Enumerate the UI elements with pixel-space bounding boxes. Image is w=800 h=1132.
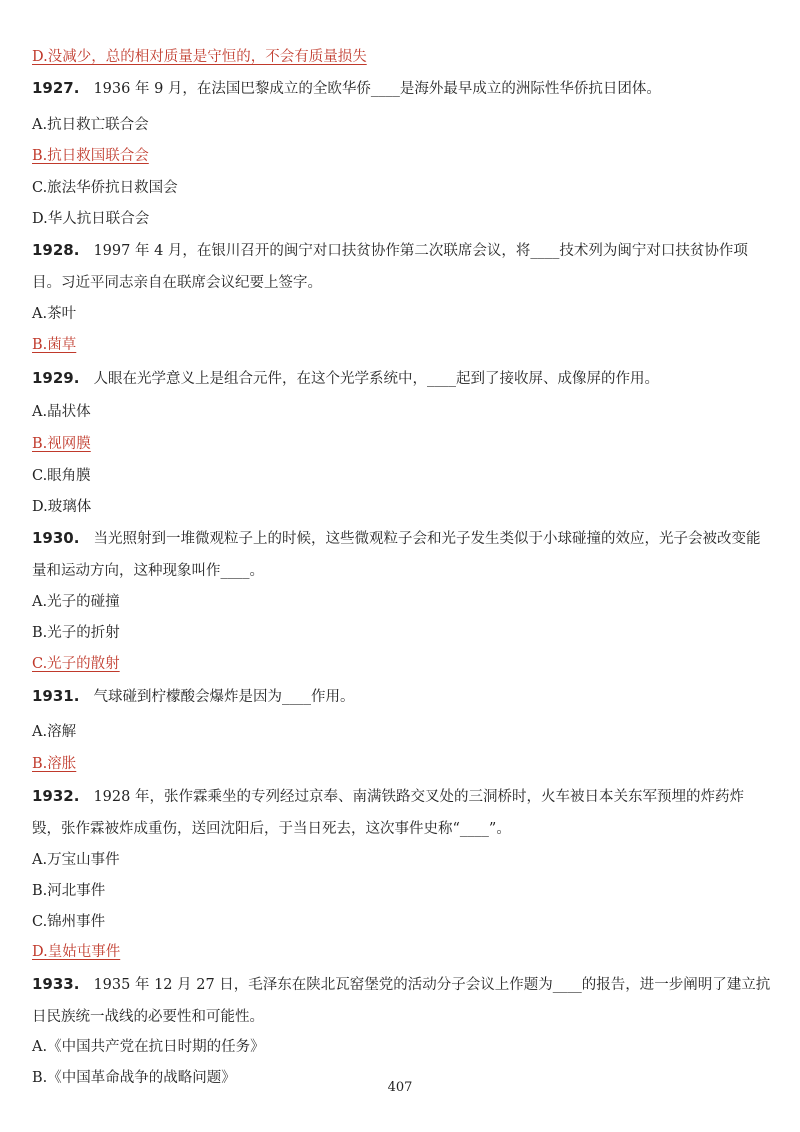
answer-option <box>32 592 772 612</box>
option-text: C.旅法华侨抗日救国会 <box>32 180 178 196</box>
question-number: 1932. <box>32 787 80 805</box>
option-text: A.茶叶 <box>32 306 77 322</box>
option-text: C.光子的散射 <box>32 656 120 672</box>
option-text: B.《中国革命战争的战略问题》 <box>32 1070 236 1086</box>
option-text: B.视网膜 <box>32 436 91 452</box>
option-text: B.河北事件 <box>32 883 106 899</box>
option-text: A.万宝山事件 <box>32 852 120 868</box>
answer-option <box>32 115 772 135</box>
question-stem <box>32 968 772 1033</box>
answer-option <box>32 497 772 517</box>
answer-option <box>32 466 772 486</box>
answer-option-correct <box>32 434 772 454</box>
answer-option <box>32 402 772 422</box>
page-number: 407 <box>387 1080 413 1095</box>
answer-option <box>32 881 772 901</box>
option-text: D.皇姑屯事件 <box>32 944 121 960</box>
question-number: 1927. <box>32 79 80 97</box>
option-text: C.锦州事件 <box>32 914 106 930</box>
answer-option <box>32 178 772 198</box>
question-stem <box>32 362 772 395</box>
option-text: D.玻璃体 <box>32 499 92 515</box>
question-text: 1928 年，张作霖乘坐的专列经过京奉、南满铁路交叉处的三洞桥时，火车被日本关东军预埋的炸药炸毁，张作霖被炸成重伤，送回沈阳后，于当日死去，这次事件史称“____”。 <box>32 789 744 837</box>
answer-option <box>32 912 772 932</box>
question-stem <box>32 680 772 713</box>
option-text: D.华人抗日联合会 <box>32 211 150 227</box>
question-number: 1929. <box>32 369 80 387</box>
answer-option-correct <box>32 47 772 67</box>
question-text: 1936 年 9 月，在法国巴黎成立的全欧华侨____是海外最早成立的洲际性华侨抗日团体。 <box>93 81 661 97</box>
option-text: A.晶状体 <box>32 404 91 420</box>
option-text: A.抗日救亡联合会 <box>32 117 149 133</box>
option-text: A.光子的碰撞 <box>32 594 120 610</box>
option-text: B.抗日救国联合会 <box>32 148 149 164</box>
option-text: C.眼角膜 <box>32 468 91 484</box>
question-text: 1935 年 12 月 27 日，毛泽东在陕北瓦窑堡党的活动分子会议上作题为____的报告，进一步阐明了建立抗日民族统一战线的必要性和可能性。 <box>32 977 771 1025</box>
answer-option-correct <box>32 754 772 774</box>
question-text: 气球碰到柠檬酸会爆炸是因为____作用。 <box>93 689 355 705</box>
question-number: 1931. <box>32 687 80 705</box>
question-text: 1997 年 4 月，在银川召开的闽宁对口扶贫协作第二次联席会议，将____技术列为闽宁对口扶贫协作项目。习近平同志亲自在联席会议纪要上签字。 <box>32 243 748 291</box>
answer-option <box>32 304 772 324</box>
answer-option <box>32 1037 772 1057</box>
question-text: 当光照射到一堆微观粒子上的时候，这些微观粒子会和光子发生类似于小球碰撞的效应，光子会被改变能量和运动方向，这种现象叫作____。 <box>32 531 761 579</box>
question-number: 1930. <box>32 529 80 547</box>
option-text: D.没减少，总的相对质量是守恒的，不会有质量损失 <box>32 49 367 65</box>
option-text: A.溶解 <box>32 724 77 740</box>
answer-option <box>32 209 772 229</box>
question-number: 1933. <box>32 975 80 993</box>
option-text: B.光子的折射 <box>32 625 120 641</box>
question-stem <box>32 522 772 587</box>
question-text: 人眼在光学意义上是组合元件，在这个光学系统中，____起到了接收屏、成像屏的作用。 <box>93 371 659 387</box>
answer-option <box>32 623 772 643</box>
option-text: B.溶胀 <box>32 756 77 772</box>
answer-option-correct <box>32 335 772 355</box>
answer-option-correct <box>32 146 772 166</box>
question-stem <box>32 780 772 845</box>
question-stem <box>32 72 772 105</box>
answer-option <box>32 722 772 742</box>
option-text: B.菌草 <box>32 337 77 353</box>
question-stem <box>32 234 772 299</box>
answer-option-correct <box>32 942 772 962</box>
answer-option-correct <box>32 654 772 674</box>
option-text: A.《中国共产党在抗日时期的任务》 <box>32 1039 265 1055</box>
answer-option <box>32 850 772 870</box>
question-number: 1928. <box>32 241 80 259</box>
